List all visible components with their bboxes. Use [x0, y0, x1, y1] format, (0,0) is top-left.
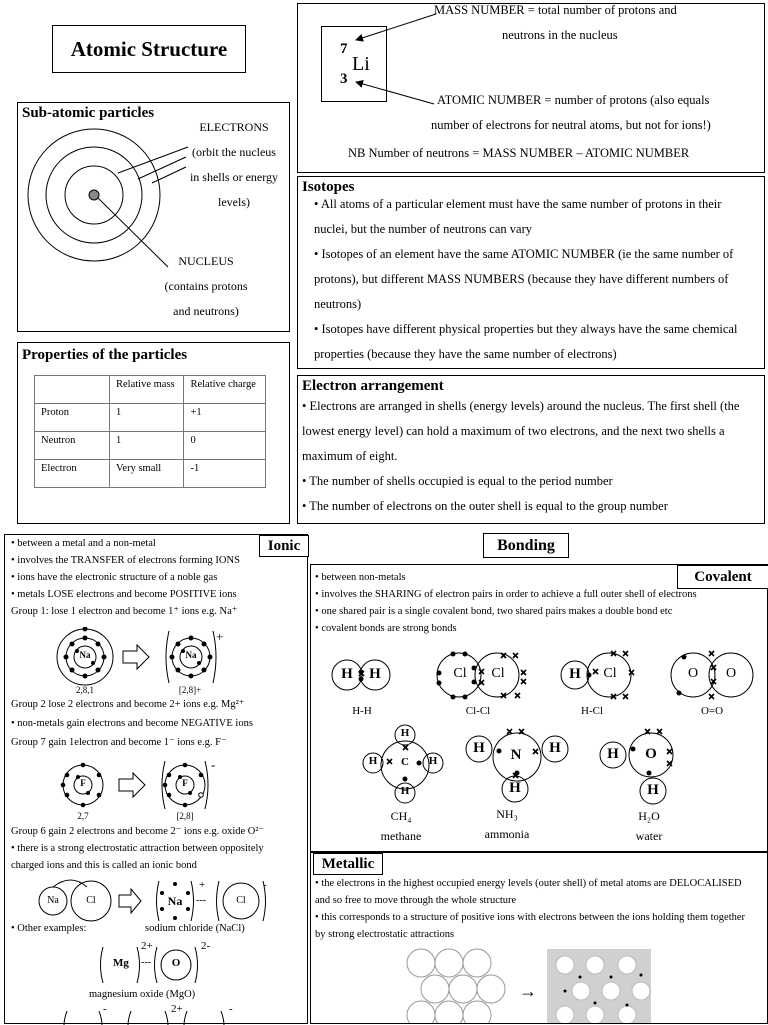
h2o-h-bottom: H	[647, 782, 659, 798]
clcl-label: Cl-Cl	[465, 705, 491, 717]
hcl-atom-h: H	[569, 666, 581, 682]
electron-arrangement-panel	[297, 375, 765, 524]
nacl-bond-dashes: ---	[196, 895, 206, 906]
other-examples-label: • Other examples:	[11, 923, 87, 934]
hh-atom-1: H	[341, 666, 353, 682]
table-row: Proton 1 +1	[35, 404, 266, 432]
isotopes-heading: Isotopes	[302, 179, 355, 195]
sodium-ion-charge: +	[216, 629, 224, 644]
ch4-h-bottom: H	[400, 785, 410, 797]
nacl-minus-charge: -	[263, 879, 267, 891]
hh-label: H-H	[352, 705, 372, 717]
hcl-atom-cl: Cl	[603, 666, 617, 681]
neutron-note: NB Number of neutrons = MASS NUMBER – ATOMIC NUMBER	[348, 146, 690, 160]
nacl-label: sodium chloride (NaCl)	[145, 923, 245, 934]
extra-example-diagram	[61, 1007, 251, 1025]
subatomic-panel	[17, 102, 290, 332]
nh3-formula: NH₃	[496, 807, 518, 821]
covalent-panel	[310, 564, 768, 852]
subatomic-heading: Sub-atomic particles	[22, 105, 155, 121]
fluorine-atom-symbol: F	[80, 778, 86, 788]
sodium-ion-config: [2,8]+	[178, 685, 202, 695]
nh3-name: ammonia	[484, 827, 530, 841]
metallic-arrow: →	[519, 981, 537, 1001]
sodium-config: 2,8,1	[76, 685, 94, 695]
list-item: • The number of shells occupied is equal to the period number	[302, 469, 754, 494]
nacl-cl-ion-symbol: Cl	[236, 895, 246, 906]
extra-minus-charge-2: -	[229, 1003, 233, 1015]
mgo-label: magnesium oxide (MgO)	[89, 989, 196, 1000]
metallic-heading-box	[313, 853, 383, 875]
list-item: • Electrons are arranged in shells (energy levels) around the nucleus. The first shell (the lowest energy level) can hold a maximum of two electrons, and the next two shells a maximum of eight.	[302, 394, 754, 469]
ch4-formula: CH₄	[390, 809, 412, 823]
nh3-n: N	[510, 747, 522, 763]
mgo-plus-charge: 2+	[141, 940, 153, 952]
sodium-atom-symbol: Na	[79, 650, 91, 660]
clcl-atom-1: Cl	[453, 666, 467, 681]
atomic-number-label: ATOMIC NUMBER = number of protons (also equals number of electrons for neutral atoms, but not for ions!)	[431, 93, 711, 132]
fluoride-ion-charge: -	[211, 757, 216, 772]
title-box	[52, 25, 246, 73]
electron-arrangement-list	[302, 394, 754, 519]
table-row: Electron Very small -1	[35, 460, 266, 488]
properties-panel	[17, 342, 290, 524]
ionic-text-2: Group 2 lose 2 electrons and become 2+ ions e.g. Mg²⁺ • non-metals gain electrons and become NEGATIVE ions Group 7 gain 1electron and become 1⁻ ions e.g. F⁻	[11, 699, 253, 748]
element-symbol: Li	[352, 53, 370, 75]
list-item: • The number of electrons on the outer shell is equal to the group number	[302, 494, 754, 519]
nucleus-label: NUCLEUS (contains protons and neutrons)	[164, 254, 248, 318]
nacl-cl-symbol: Cl	[86, 895, 96, 906]
extra-minus-charge-1: -	[103, 1003, 107, 1015]
properties-heading: Properties of the particles	[22, 347, 188, 363]
atomic-number: 3	[340, 71, 348, 87]
ch4-h-left: H	[368, 755, 378, 767]
list-item: • this corresponds to a structure of positive ions with electrons between the ions holding them together by strong electrostatic attractions	[315, 909, 755, 943]
ionic-panel	[4, 534, 308, 1024]
nacl-plus-charge: +	[199, 879, 206, 891]
fluoride-ion-config: [2,8]	[176, 811, 194, 821]
table-row: Relative mass Relative charge	[35, 376, 266, 404]
covalent-heading: Covalent	[694, 569, 752, 585]
hcl-label: H-Cl	[581, 705, 603, 717]
mgo-mg-symbol: Mg	[113, 957, 129, 969]
mgo-minus-charge: 2-	[201, 940, 211, 952]
page-title: Atomic Structure	[70, 37, 228, 61]
ch4-h-right: H	[428, 755, 438, 767]
electron-arrangement-heading: Electron arrangement	[302, 378, 444, 394]
h2o-h-left: H	[607, 746, 619, 762]
properties-table	[34, 375, 266, 488]
list-item: • covalent bonds are strong bonds	[315, 620, 735, 637]
hh-atom-2: H	[369, 666, 381, 682]
electrons-label: ELECTRONS (orbit the nucleus in shells or energy levels)	[189, 120, 279, 209]
ch4-h-top: H	[400, 727, 410, 739]
nh3-h-right: H	[549, 740, 561, 756]
covalent-list	[315, 569, 735, 637]
fluoride-ion-symbol: F	[182, 778, 188, 788]
ionic-text-1: • between a metal and a non-metal • involves the TRANSFER of electrons forming IONS • ions have the electronic structure of a noble gas • metals LOSE electrons and become POSITIVE ions Group 1: lose 1 electron and become 1⁺ ions e.g. Na⁺	[11, 538, 240, 617]
ch4-name: methane	[380, 829, 422, 843]
ionic-heading: Ionic	[267, 538, 301, 554]
isotopes-list	[314, 192, 754, 367]
list-item: • Isotopes of an element have the same ATOMIC NUMBER (ie the same number of protons), but different MASS NUMBERS (because they have different numbers of neutrons)	[314, 242, 754, 317]
metallic-heading: Metallic	[321, 856, 375, 872]
sodium-ion-symbol: Na	[185, 650, 197, 660]
mgo-o-symbol: O	[171, 957, 181, 969]
extra-plus-charge: 2+	[171, 1003, 183, 1015]
table-row: Neutron 1 0	[35, 432, 266, 460]
isotopes-panel	[297, 176, 765, 369]
ionic-text-3: Group 6 gain 2 electrons and become 2⁻ ions e.g. oxide O²⁻ • there is a strong electrostatic attraction between oppositely charged ions and this is called an ionic bond	[11, 826, 265, 871]
list-item: • involves the SHARING of electron pairs in order to achieve a full outer shell of electrons	[315, 586, 735, 603]
list-item: • Isotopes have different physical properties but they always have the same chemical properties (because they have the same number of electrons)	[314, 317, 754, 367]
metallic-list	[315, 875, 755, 943]
oo-atom-2: O	[725, 666, 737, 681]
mass-number-panel	[297, 3, 765, 173]
metallic-panel	[310, 852, 768, 1024]
oo-label: O=O	[700, 705, 724, 717]
list-item: • the electrons in the highest occupied energy levels (outer shell) of metal atoms are DELOCALISED and so free to move through the whole structure	[315, 875, 755, 909]
h2o-name: water	[635, 829, 663, 843]
bonding-heading: Bonding	[497, 537, 555, 554]
ch4-c: C	[401, 756, 409, 768]
clcl-atom-2: Cl	[491, 666, 505, 681]
list-item: • one shared pair is a single covalent bond, two shared pairs makes a double bond etc	[315, 603, 735, 620]
h2o-formula: H₂O	[638, 809, 660, 823]
nacl-na-symbol: Na	[47, 895, 59, 906]
nacl-na-ion-symbol: Na	[167, 894, 183, 908]
mgo-bond-dashes: ---	[141, 957, 151, 968]
mass-number: 7	[340, 41, 348, 57]
fluorine-config: 2,7	[77, 811, 89, 821]
list-item: • All atoms of a particular element must have the same number of protons in their nuclei, but the number of neutrons can vary	[314, 192, 754, 242]
ionic-heading-box	[259, 535, 309, 557]
nh3-h-bottom: H	[509, 780, 521, 796]
h2o-o: O	[645, 746, 657, 762]
mass-number-label: MASS NUMBER = total number of protons and neutrons in the nucleus	[434, 3, 677, 42]
nh3-h-left: H	[473, 740, 485, 756]
bonding-heading-box	[483, 533, 569, 558]
list-item: • between non-metals	[315, 569, 735, 586]
oo-atom-1: O	[687, 666, 699, 681]
